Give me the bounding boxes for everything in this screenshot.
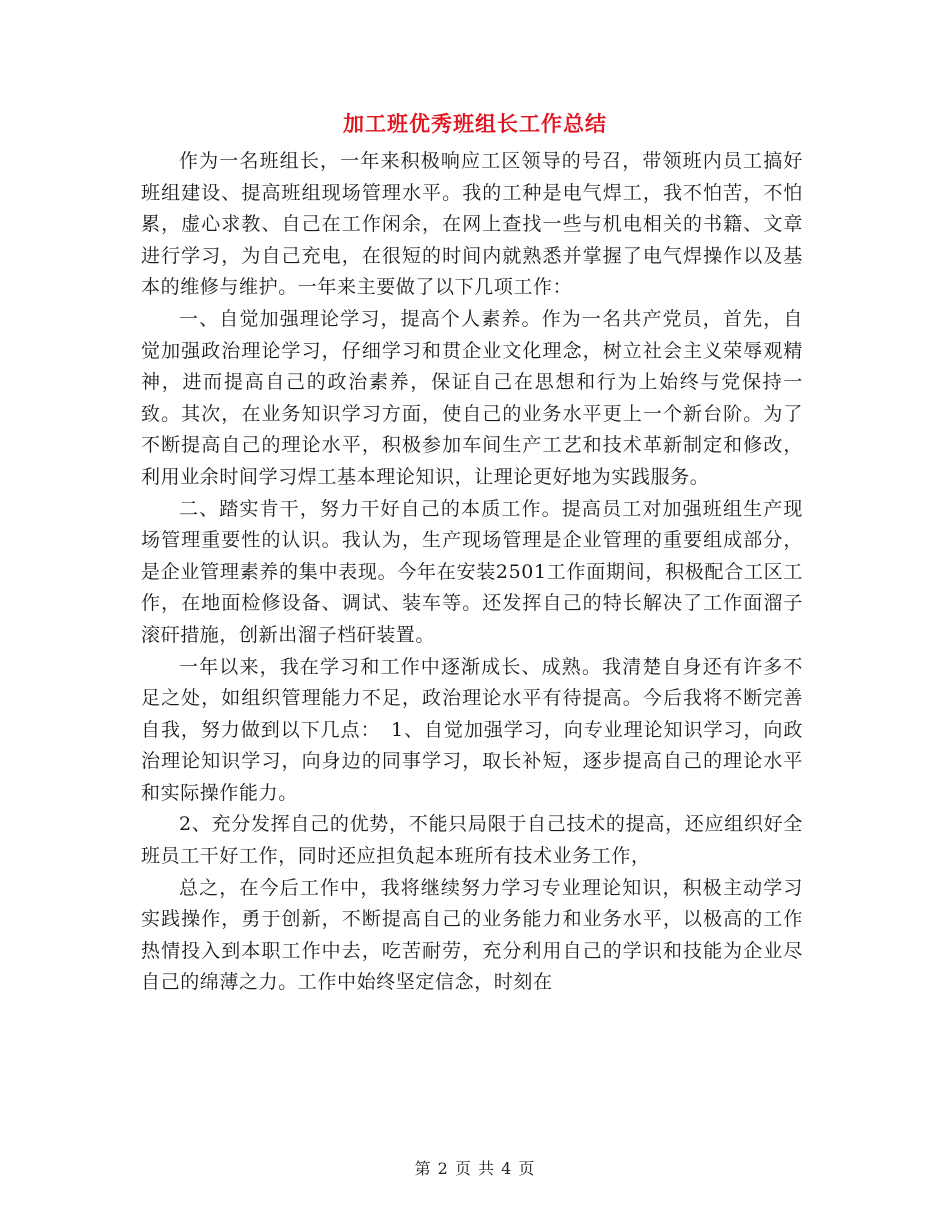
paragraph-section-one: 一、自觉加强理论学习，提高个人素养。作为一名共产党员，首先，自觉加强政治理论学习，仔细学习和贯企业文化理念，树立社会主义荣辱观精神，进而提高自己的政治素养，保证自己在思想和行为上始终与党保持一致。其次，在业务知识学习方面，使自己的业务水平更上一个新台阶。为了不断提高自己的理论水平，积极参加车间生产工艺和技术革新制定和修改，利用业余时间学习焊工基本理论知识，让理论更好地为实践服务。 bbox=[141, 307, 803, 488]
paragraph-intro: 作为一名班组长，一年来积极响应工区领导的号召，带领班内员工搞好班组建设、提高班组现场管理水平。我的工种是电气焊工，我不怕苦，不怕累，虚心求教、自己在工作闲余，在网上查找一些与机电相关的书籍、文章进行学习，为自己充电，在很短的时间内就熟悉并掌握了电气焊操作以及基本的维修与维护。一年来主要做了以下几项工作： bbox=[141, 150, 803, 299]
document-title: 加工班优秀班组长工作总结 bbox=[343, 111, 607, 136]
paragraph-point-two: 2、充分发挥自己的优势，不能只局限于自己技术的提高，还应组织好全班员工干好工作，同时还应担负起本班所有技术业务工作， bbox=[141, 813, 803, 868]
page-number-footer: 第 2 页 共 4 页 bbox=[414, 1159, 536, 1178]
paragraph-reflection: 一年以来，我在学习和工作中逐渐成长、成熟。我清楚自身还有许多不足之处，如组织管理能力不足，政治理论水平有待提高。今后我将不断完善自我，努力做到以下几点： 1、自觉加强学习，向专业理论知识学习，向政治理论知识学习，向身边的同事学习，取长补短，逐步提高自己的理论水平和实际操作能力。 bbox=[141, 655, 803, 804]
document-body bbox=[141, 146, 803, 999]
paragraph-section-two: 二、踏实肯干，努力干好自己的本质工作。提高员工对加强班组生产现场管理重要性的认识。我认为，生产现场管理是企业管理的重要组成部分，是企业管理素养的集中表现。今年在安装2501工作面期间，积极配合工区工作，在地面检修设备、调试、装车等。还发挥自己的特长解决了工作面溜子滚矸措施，创新出溜子档矸装置。 bbox=[141, 497, 803, 646]
paragraph-conclusion: 总之，在今后工作中，我将继续努力学习专业理论知识，积极主动学习实践操作，勇于创新，不断提高自己的业务能力和业务水平，以极高的工作热情投入到本职工作中去，吃苦耐劳，充分利用自己的学识和技能为企业尽自己的绵薄之力。工作中始终坚定信念，时刻在 bbox=[141, 876, 803, 994]
